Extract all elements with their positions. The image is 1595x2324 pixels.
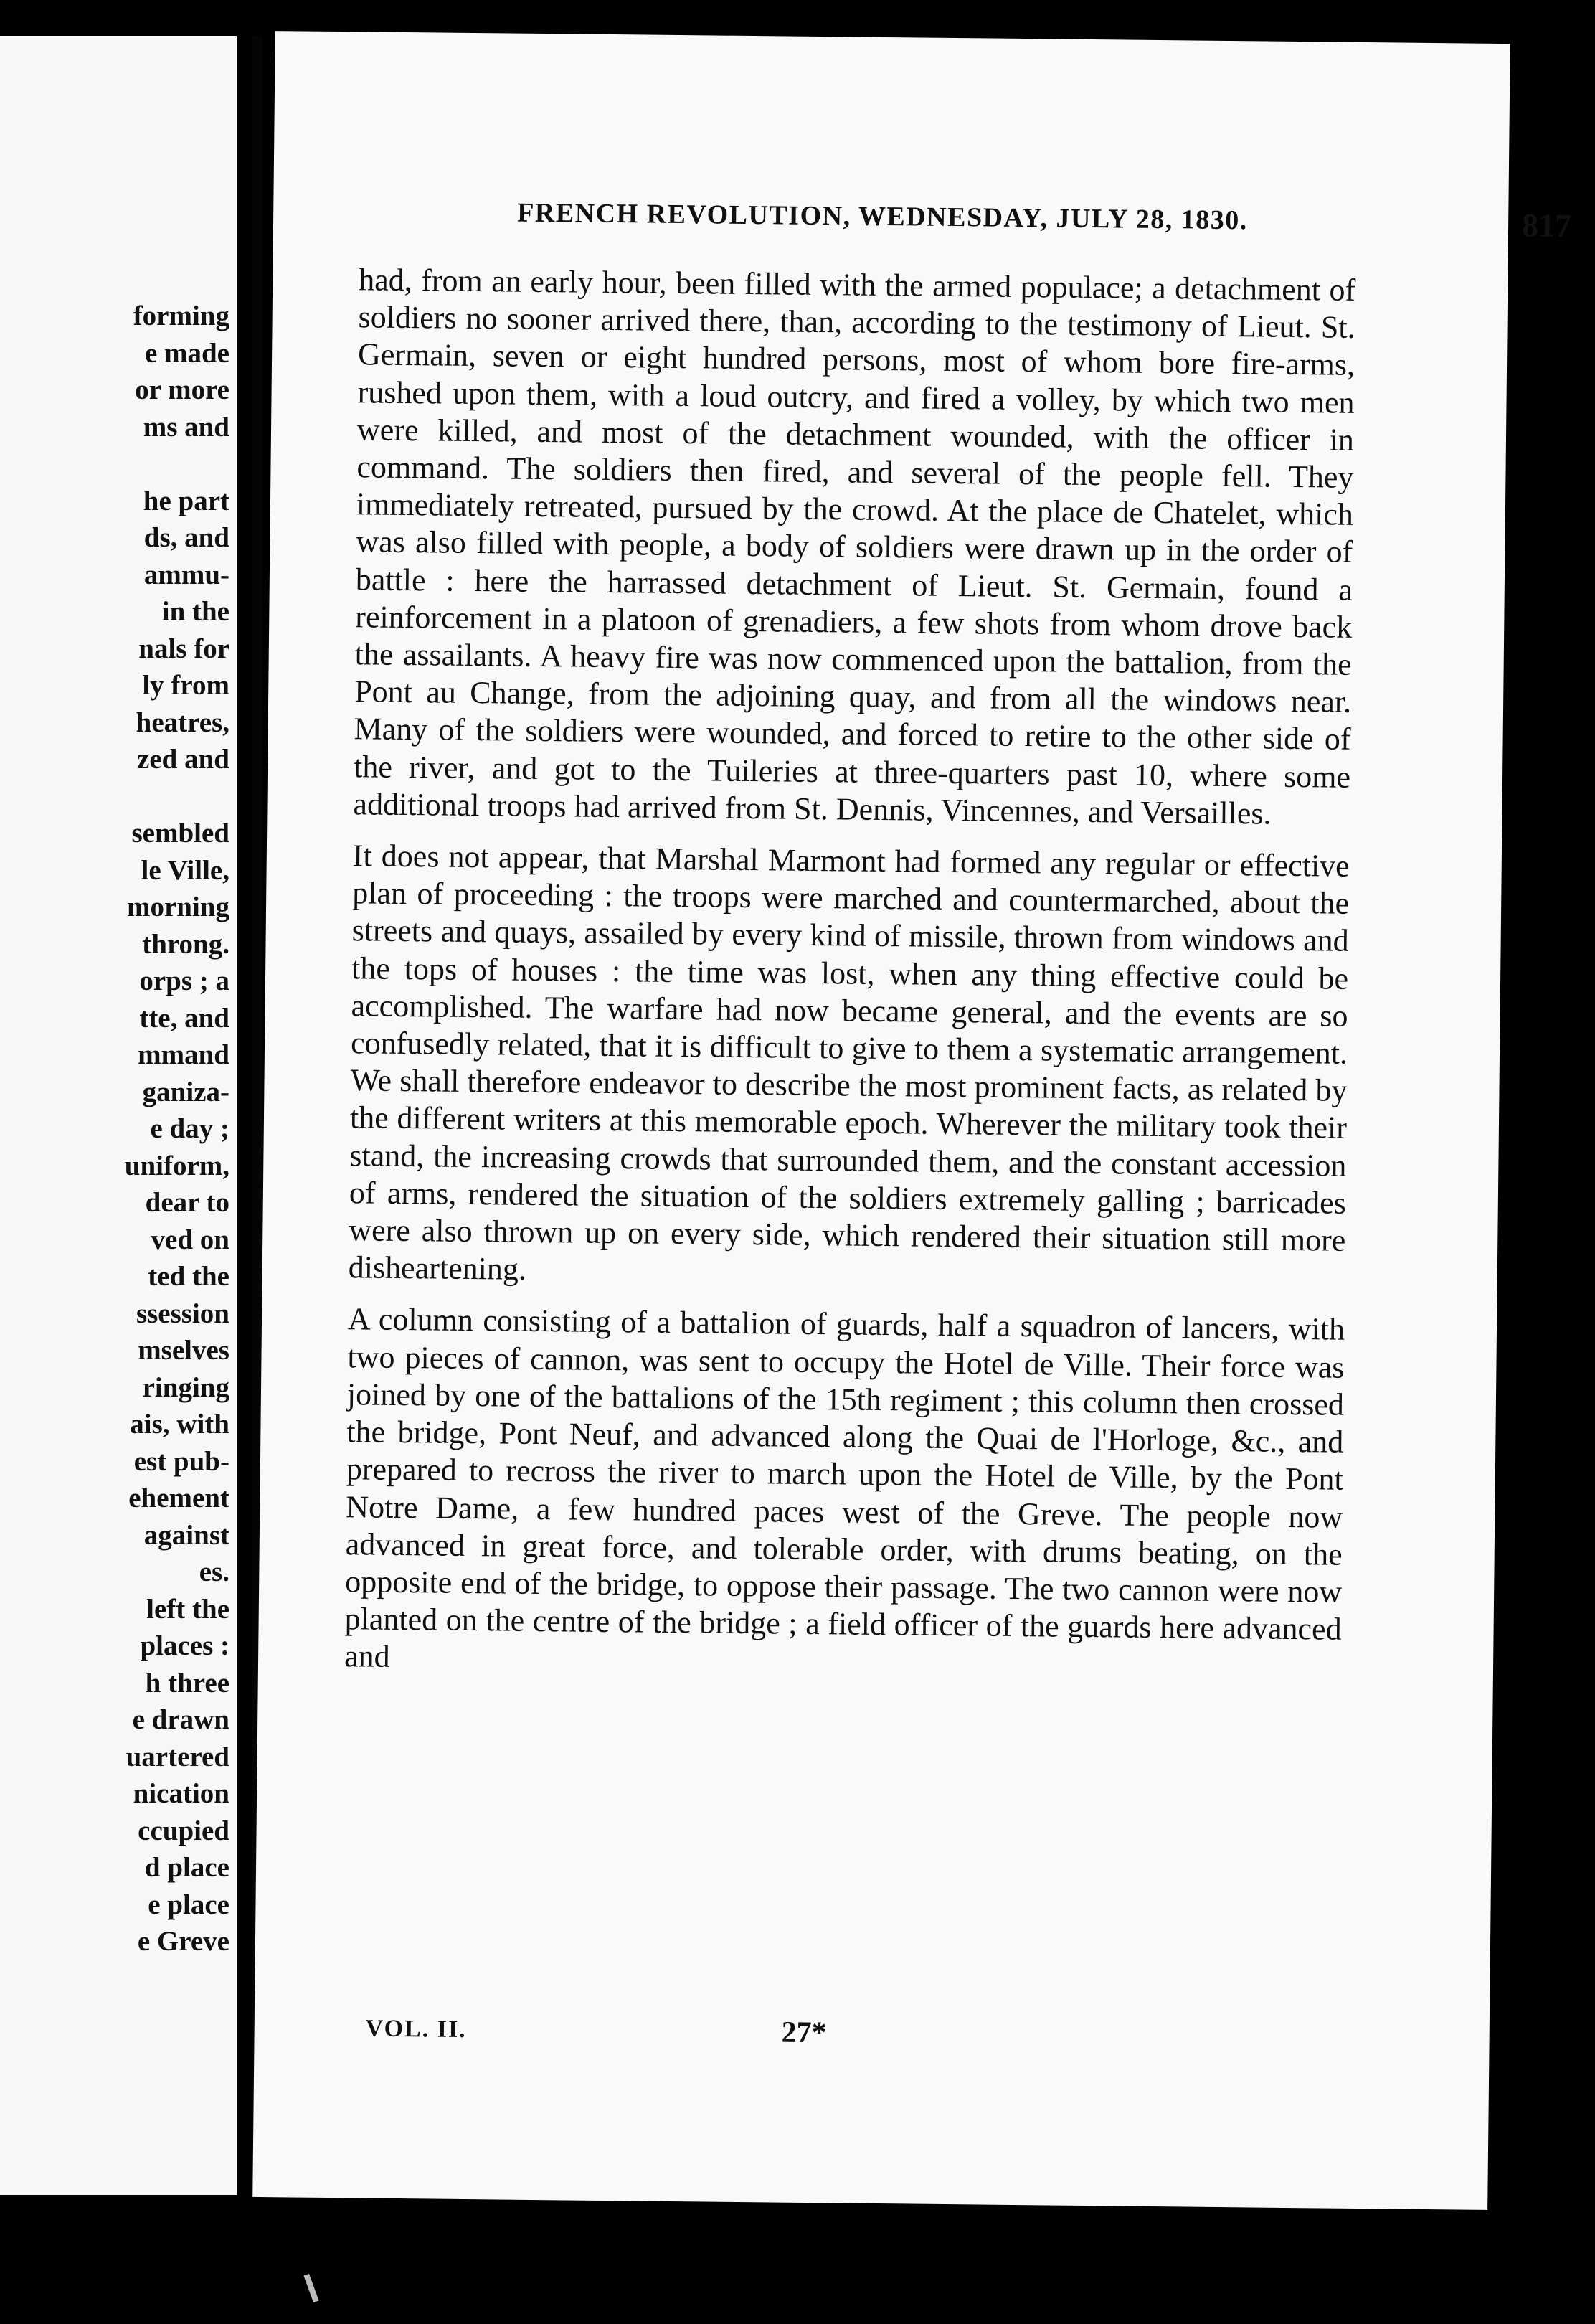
- facing-page-line: mmand: [138, 1039, 229, 1070]
- facing-page-line: forming: [133, 301, 229, 331]
- running-title: FRENCH REVOLUTION, WEDNESDAY, JULY 28, 1830.: [517, 197, 1248, 236]
- facing-page-line: in the: [161, 596, 229, 627]
- facing-page-line: he part: [143, 485, 229, 516]
- facing-page-line: against: [143, 1519, 229, 1551]
- facing-page-line: e day ;: [150, 1113, 229, 1144]
- facing-page-line: e place: [148, 1889, 229, 1920]
- facing-page-line: uniform,: [124, 1150, 229, 1181]
- facing-page-line: sembled: [131, 818, 229, 849]
- facing-page-line: ehement: [128, 1483, 229, 1513]
- facing-page-line: nals for: [138, 633, 229, 664]
- facing-page-line: dear to: [145, 1187, 229, 1218]
- facing-page-line: heatres,: [136, 707, 229, 738]
- facing-page-line: e made: [144, 337, 229, 369]
- page-number: 817: [1521, 207, 1572, 245]
- facing-page-line: ted the: [148, 1261, 229, 1292]
- facing-page-line: ssession: [136, 1298, 229, 1329]
- book-page: [252, 31, 1572, 2210]
- facing-page-line: ds, and: [143, 522, 229, 553]
- paragraph: A column consisting of a battalion of guards, half a squadron of lancers, with two pieces of cannon, was sent to occupy the Hotel de Ville. Their force was joined by one of the battalions of the 15th regiment ; this column then crossed the bridge, Pont Neuf, and advanced along the Quai de l'Horloge, &c., and prepared to recross the river to march upon the Hotel de Ville, by the Pont Notre Dame, a few hundred paces west of the Greve. The people now advanced in great force, and tolerable order, with drums beating, on the opposite end of the bridge, to oppose their passage. The two cannon were now planted on the centre of the bridge ; a field officer of the guards here advanced and: [344, 1301, 1345, 1675]
- facing-page-line: ms and: [143, 411, 229, 443]
- running-header: [517, 197, 1595, 260]
- facing-page-line: ganiza-: [142, 1076, 229, 1107]
- facing-page-line: nication: [133, 1778, 229, 1809]
- facing-page-line: left the: [146, 1593, 229, 1625]
- facing-page-line: zed and: [137, 744, 229, 775]
- facing-page-line: ved on: [151, 1224, 229, 1255]
- paragraph: had, from an early hour, been filled with the armed populace; a detachment of soldiers no sooner arrived there, than, according to the testimony of Lieut. St. Germain, seven or eight hundred persons, most of whom bore fire-arms, rushed upon them, with a loud outcry, and fired a volley, by which two men were killed, and most of the detachment wounded, with the officer in command. The soldiers then fired, and several of the people fell. They immediately retreated, pursued by the crowd. At the place de Chatelet, which was also filled with people, a body of soldiers were drawn up in the order of battle : here the harrassed detachment of Lieut. St. Germain, found a reinforcement in a platoon of grenadiers, a few shots from whom drove back the assailants. A heavy fire was now commenced upon the battalion, from the Pont au Change, from the adjoining quay, and from all the windows near. Many of the soldiers were wounded, and forced to retire to the other side of the river, and got to the Tuileries at three-quarters past 10, where some additional troops had arrived from St. Dennis, Vincennes, and Versailles.: [353, 262, 1356, 831]
- facing-page-line: throng.: [142, 928, 229, 960]
- facing-page-line: e drawn: [132, 1704, 229, 1735]
- facing-page-line: uartered: [126, 1741, 229, 1772]
- facing-page-line: le Ville,: [141, 854, 229, 886]
- signature-mark: 27*: [781, 2016, 827, 2050]
- facing-page-line: ais, with: [130, 1409, 229, 1440]
- facing-page-line: orps ; a: [139, 965, 229, 996]
- facing-page-line: tte, and: [139, 1002, 229, 1034]
- facing-page-line: ammu-: [143, 559, 229, 590]
- volume-label: VOL. II.: [365, 2015, 467, 2044]
- scan-artifact: [303, 2274, 318, 2302]
- facing-page-line: ringing: [142, 1371, 229, 1403]
- facing-page-line: es.: [199, 1557, 229, 1587]
- facing-page-line: e Greve: [137, 1926, 229, 1957]
- page-footer: [340, 2015, 1338, 2069]
- facing-page-line: or more: [135, 374, 229, 405]
- facing-page-line: h three: [145, 1667, 229, 1699]
- paragraph: It does not appear, that Marshal Marmont had formed any regular or effective plan of proceeding : the troops were marched and countermarched, about the streets and quays, assailed by every kind of missile, thrown from windows and the tops of houses : the time was lost, when any thing effective could be accomplished. The warfare had now became general, and the events are so confusedly related, that it is difficult to give to them a systematic arrangement. We shall therefore endeavor to describe the most prominent facts, as related by the different writers at this memorable epoch. Wherever the military took their stand, the increasing crowds that surrounded them, and the constant accession of arms, rendered the situation of the soldiers extremely galling ; barricades were also thrown up on every side, which rendered their situation still more disheartening.: [348, 838, 1350, 1288]
- facing-page-line: mselves: [138, 1335, 229, 1366]
- body-text: [344, 261, 1356, 1686]
- facing-page-fragment: [0, 36, 237, 2195]
- facing-page-line: ly from: [142, 670, 229, 701]
- facing-page-line: morning: [126, 892, 229, 922]
- facing-page-line: est pub-: [133, 1445, 229, 1477]
- facing-page-line: ccupied: [138, 1815, 229, 1846]
- facing-page-line: places :: [140, 1630, 229, 1661]
- facing-page-line: d place: [144, 1852, 229, 1883]
